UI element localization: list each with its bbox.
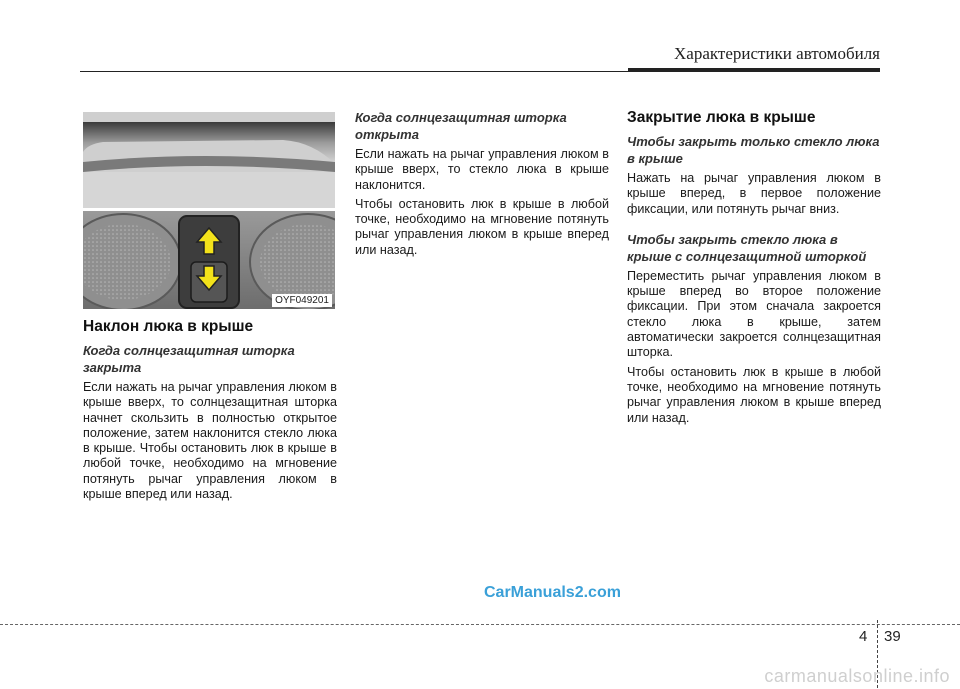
page-number: 39: [884, 628, 901, 645]
site-watermark: carmanualsonline.info: [764, 666, 950, 686]
paragraph-tilt-shade-open: Если нажать на рычаг управления люком в крыше вверх, то стекло люка в крыше наклонится.: [355, 147, 609, 192]
subheading-shade-closed: Когда солнцезащитная шторка закрыта: [83, 343, 295, 375]
paragraph-tilt-shade-closed: Если нажать на рычаг управления люком в крыше вверх, то солнцезащитная шторка начнет скользить в полностью открытое положение, затем наклонится стекло люка в крыше. Чтобы остановить люк в крыше в любой точке, необходимо на мгновение потянуть рычаг управления люком в крыше вперед или назад.: [83, 380, 337, 502]
subheading-close-glass-and-shade: Чтобы закрыть стекло люка в крыше с солнцезащитной шторкой: [627, 231, 867, 264]
watermark-link[interactable]: CarManuals2.com: [484, 584, 621, 601]
sunroof-headliner: [83, 172, 335, 208]
subheading-shade-open: Когда солнцезащитная шторка открыта: [355, 110, 567, 142]
footer-rule: [0, 624, 960, 625]
paragraph-close-glass-only: Нажать на рычаг управления люком в крыше вперед, в первое положение фиксации, или потянуть рычаг вниз.: [627, 171, 881, 216]
column-left: [83, 112, 337, 506]
section-heading-tilt: Наклон люка в крыше: [83, 318, 254, 335]
paragraph-stop-closing: Чтобы остановить люк в крыше в любой точке, необходимо на мгновение потянуть рычаг управления люком в крыше вперед или назад.: [627, 364, 881, 425]
figure-caption: OYF049201: [272, 294, 332, 307]
paragraph-stop-tilt: Чтобы остановить люк в крыше в любой точке, необходимо на мгновение потянуть рычаг управления люком в крыше вперед или назад.: [355, 196, 609, 257]
chapter-number: 4: [859, 628, 868, 645]
sunroof-control-figure: [83, 112, 335, 309]
header-rule-accent: [628, 68, 880, 72]
sunroof-illustration: [83, 112, 335, 309]
column-right: [627, 109, 881, 430]
column-middle: [355, 109, 609, 262]
section-heading-closing: Закрытие люка в крыше: [627, 109, 816, 126]
paragraph-close-glass-and-shade: Переместить рычаг управления люком в крыше вперед во второе положение фиксации. При этом сначала закроется стекло люка в крыше, затем автоматически закроется солнцезащитная шторка.: [627, 268, 881, 360]
subheading-close-glass-only: Чтобы закрыть только стекло люка в крыше: [627, 134, 880, 166]
page-header-title: Характеристики автомобиля: [674, 44, 880, 63]
panel-divider: [83, 208, 335, 211]
